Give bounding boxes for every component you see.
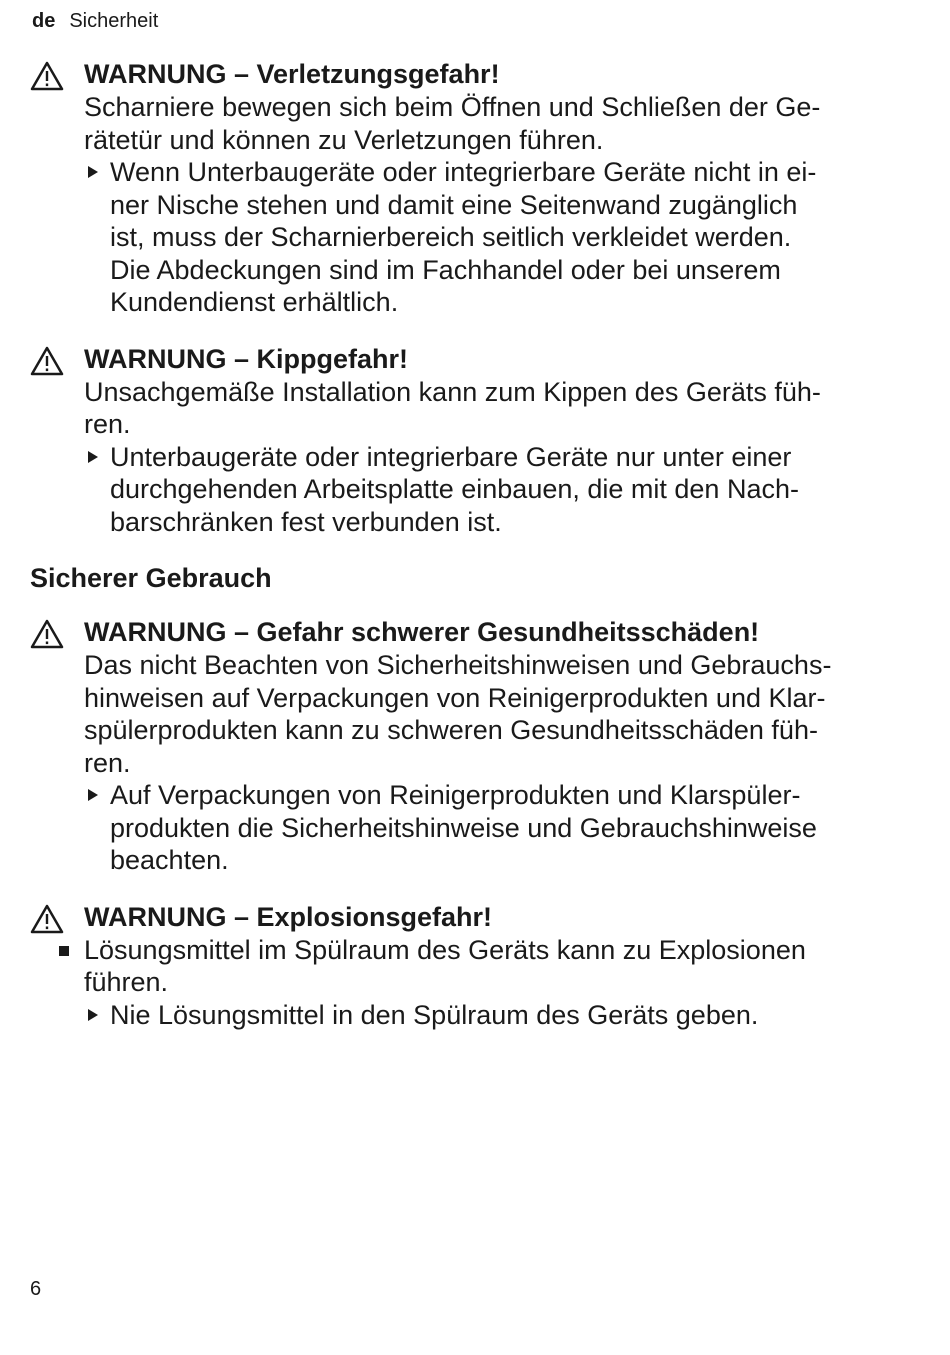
warning-title: WARNUNG – Verletzungsgefahr! — [84, 59, 500, 89]
step-arrow-icon — [88, 451, 98, 463]
warning-tipping — [30, 343, 910, 539]
warning-health — [30, 616, 910, 877]
instruction-step: Wenn Unterbaugeräte oder integrierbare Geräte nicht in ei- ner Nische stehen und damit eine Seitenwand zugänglich ist, muss der Scharnierbereich seitlich verkleidet werden. Die Abdeckungen sind im Fachhandel oder bei unserem Kundendienst erhältlich. — [30, 156, 910, 319]
instruction-step: Nie Lösungsmittel in den Spülraum des Geräts geben. — [30, 999, 910, 1032]
instruction-step: Auf Verpackungen von Reinigerprodukten und Klarspüler- produkten die Sicherheitshinweise und Gebrauchshinweise beachten. — [30, 779, 910, 877]
warning-explosion — [30, 901, 910, 1032]
warning-title: WARNUNG – Explosionsgefahr! — [84, 901, 493, 932]
header-section: Sicherheit — [69, 10, 159, 32]
warning-triangle-icon — [30, 61, 64, 91]
warning-triangle-icon — [30, 346, 64, 376]
warning-triangle-icon — [30, 904, 64, 934]
warning-title: WARNUNG – Kippgefahr! — [84, 343, 408, 374]
bullet-item: Lösungsmittel im Spülraum des Geräts kann zu Explosionen führen. — [30, 934, 910, 999]
step-arrow-icon — [88, 166, 98, 178]
page-content — [30, 58, 910, 1055]
warning-title: WARNUNG – Gefahr schwerer Gesundheitsschäden! — [84, 617, 760, 647]
step-arrow-icon — [88, 1009, 98, 1021]
page-number: 6 — [30, 1278, 42, 1300]
section-title: Sicherer Gebrauch — [30, 563, 272, 593]
warning-injury — [30, 58, 910, 319]
warning-text: Scharniere bewegen sich beim Öffnen und Schließen der Ge- rätetür und können zu Verletzungen führen. — [84, 92, 821, 155]
language-code: de — [32, 10, 56, 32]
warning-triangle-icon — [30, 619, 64, 649]
page-header — [32, 8, 158, 34]
instruction-step: Unterbaugeräte oder integrierbare Geräte nur unter einer durchgehenden Arbeitsplatte einbauen, die mit den Nach- barschränken fest verbunden ist. — [30, 441, 910, 539]
step-arrow-icon — [88, 789, 98, 801]
warning-text: Unsachgemäße Installation kann zum Kippen des Geräts füh- ren. — [84, 376, 821, 439]
warning-text: Das nicht Beachten von Sicherheitshinweisen und Gebrauchs- hinweisen auf Verpackungen von Reinigerprodukten und Klar- spülerprodukten kann zu schweren Gesundheitsschäden füh- ren. — [84, 650, 832, 778]
bullet-square-icon — [59, 946, 69, 956]
